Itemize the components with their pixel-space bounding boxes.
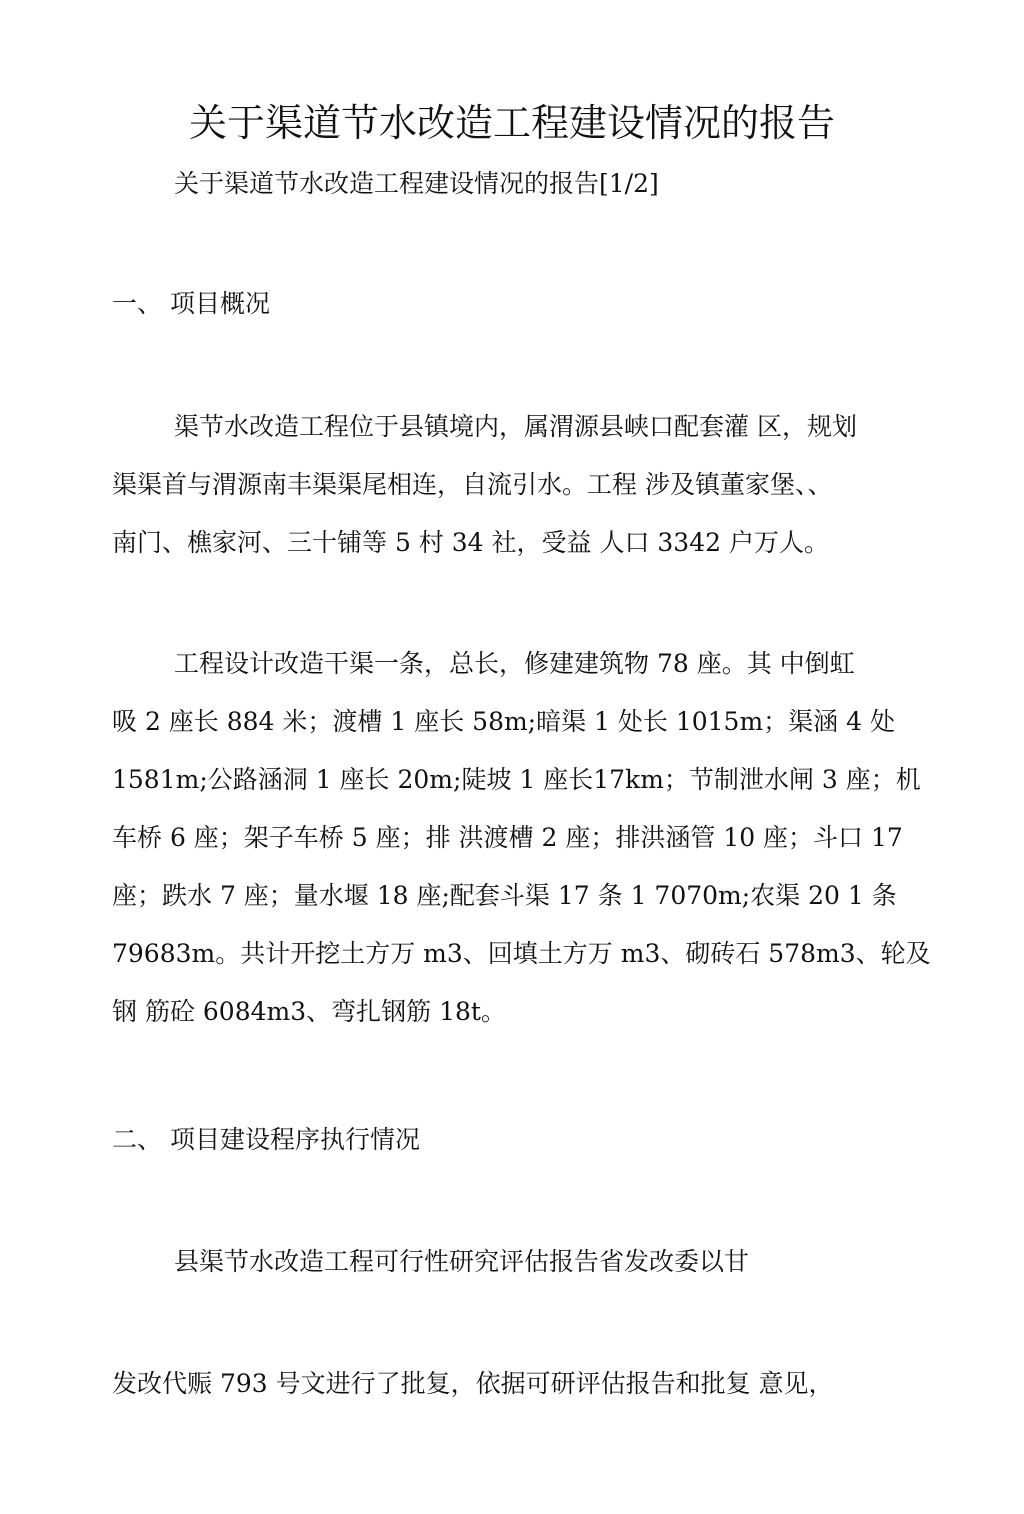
paragraph-line: 发改代赈 793 号文进行了批复，依据可研评估报告和批复 意见， [112,1369,834,1398]
section-1-heading: 一、 项目概况 [112,289,270,318]
paragraph-line: 1581m;公路涵洞 1 座长 20m;陡坡 1 座长17km；节制泄水闸 3 座；机 [112,765,921,794]
paragraph-line: 车桥 6 座；架子车桥 5 座；排 洪渡槽 2 座；排洪涵管 10 座；斗口 17 [112,823,903,852]
section-2-paragraph-2 [112,1355,932,1413]
section-2-paragraph-1 [112,1233,932,1291]
paragraph-line: 工程设计改造干渠一条，总长，修建建筑物 78 座。其 中倒虹 [174,649,855,678]
paragraph-line: 县渠节水改造工程可行性研究评估报告省发改委以甘 [174,1247,750,1276]
paragraph-line: 钢 筋砼 6084m3、弯扎钢筋 18t。 [112,997,506,1026]
document-subtitle: 关于渠道节水改造工程建设情况的报告[1/2] [174,169,659,198]
document-title: 关于渠道节水改造工程建设情况的报告 [188,101,835,145]
section-1-paragraph-1 [112,398,932,572]
paragraph-line: 渠渠首与渭源南丰渠渠尾相连，自流引水。工程 涉及镇董家堡、、 [112,470,833,499]
paragraph-line: 渠节水改造工程位于县镇境内，属渭源县峡口配套灌 区，规划 [174,412,857,441]
section-2-heading: 二、 项目建设程序执行情况 [112,1125,420,1154]
paragraph-line: 吸 2 座长 884 米；渡槽 1 座长 58m;暗渠 1 处长 1015m；渠涵 4 处 [112,707,895,736]
paragraph-line: 南门、樵家河、三十铺等 5 村 34 社，受益 人口 3342 户万人。 [112,528,829,557]
paragraph-line: 座；跌水 7 座；量水堰 18 座;配套斗渠 17 条 1 7070m;农渠 20 1 条 [112,881,897,910]
paragraph-line: 79683m。共计开挖土方万 m3、回填土方万 m3、砌砖石 578m3、轮及 [112,939,931,968]
section-1-paragraph-2 [112,635,932,1041]
